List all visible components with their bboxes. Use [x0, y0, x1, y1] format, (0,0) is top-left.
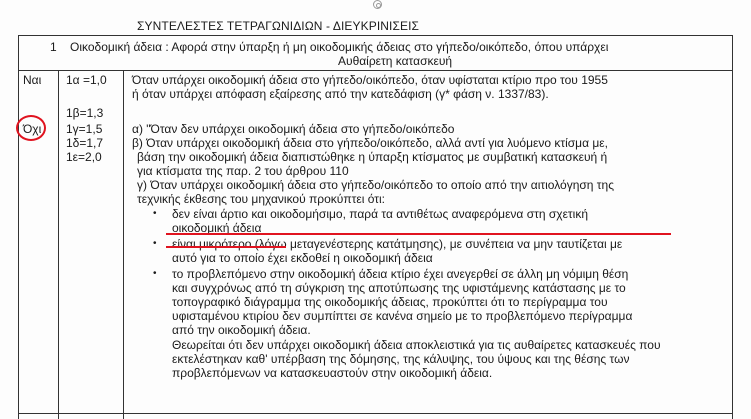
- bullet-3-line-4: υφισταμένου κτιρίου δεν συμπίπτει σε κανένα σημείο με το προβλεπόμενο περίγραμμα: [172, 309, 633, 323]
- bullet-icon: •: [153, 268, 157, 279]
- text-line: γ) Όταν υπάρχει οικοδομική άδεια στο γήπεδο/οικόπεδο το οποίο από την αιτιολόγηση της: [137, 178, 614, 192]
- answer-yes: Ναι: [23, 73, 42, 87]
- column-divider-answer: [58, 70, 59, 419]
- bullet-3-line-6: Θεωρείται ότι δεν υπάρχει οικοδομική άδεια αποκλειστικά για τις αυθαίρετες κατασκευές που: [172, 338, 661, 352]
- bullet-3-line-1: το προβλεπόμενο στην οικοδομική άδεια κτίριο έχει ανεγερθεί σε άλλη μη νόμιμη θέση: [172, 267, 629, 281]
- section-heading-line-1: Οικοδομική άδεια : Αφορά στην ύπαρξη ή μη οικοδομικής άδειας στο γήπεδο/οικόπεδο, όπου υπάρχει: [70, 40, 609, 54]
- text-line: βάση την οικοδομική άδεια διαπιστώθηκε η ύπαρξη κτίσματος με συμβατική κατασκευή ή: [137, 150, 608, 164]
- coefficient-1a: 1α =1,0: [66, 73, 107, 87]
- table-right-border: [732, 35, 733, 419]
- annotation-circle: [16, 115, 46, 141]
- text-line: τεχνικής έκθεσης του μηχανικού προκύπτει ότι:: [137, 192, 385, 206]
- column-divider-coefficient: [123, 70, 124, 419]
- bullet-1-line-1: δεν είναι άρτιο και οικοδομήσιμο, παρά τα αντιθέτως αναφερόμενα στη σχετική: [172, 207, 588, 221]
- coefficient-1d: 1δ=1,7: [66, 136, 104, 150]
- bullet-2-line-1: είναι μικρότερο (λόγω μεταγενέστερης κατάτμησης), με συνέπεια να μην ταυτίζεται με: [172, 237, 623, 251]
- bullet-icon: •: [153, 238, 157, 249]
- bullet-1-line-2: οικοδομική άδεια: [172, 221, 262, 235]
- table-left-border: [18, 35, 19, 419]
- bullet-3-line-8: προβλεπόμενων να κατασκευαστούν στην οικοδομική άδεια.: [172, 366, 493, 380]
- section-heading-line-2: Αυθαίρετη κατασκευή: [338, 54, 453, 68]
- document-title: ΣΥΝΤΕΛΕΣΤΕΣ ΤΕΤΡΑΓΩΝΙΔΙΩΝ - ΔΙΕΥΚΡΙΝΙΣΕΙΣ: [137, 19, 420, 33]
- bullet-3-line-3: τοπογραφικό διάγραμμα της οικοδομικής άδειας, προκύπτει ότι το περίγραμμα του: [172, 295, 608, 309]
- annotation-underline: [166, 233, 671, 235]
- coefficient-1b: 1β=1,3: [66, 106, 104, 120]
- bullet-3-line-5: από την οικοδομική άδεια.: [172, 323, 311, 337]
- answer-no: Όχι: [23, 122, 42, 136]
- text-line: Όταν υπάρχει οικοδομική άδεια στο γήπεδο/οικόπεδο, όταν υφίσταται κτίριο προ του 1955: [132, 73, 608, 87]
- title-underline: [18, 35, 733, 36]
- section-divider: [18, 70, 733, 71]
- bullet-3-line-2: και συγχρόνως από τη σύγκριση της αποτύπωσης της υφιστάμενης κατάστασης με το: [172, 281, 626, 295]
- page-marker-icon: [373, 0, 382, 9]
- bullet-icon: •: [153, 208, 157, 219]
- coefficient-1e: 1ε=2,0: [66, 150, 102, 164]
- text-line: ή όταν υπάρχει απόφαση εξαίρεσης από την κατεδάφιση (γ* φάση ν. 1337/83).: [132, 87, 549, 101]
- text-line: για κτίσματα της παρ. 2 του άρθρου 110: [137, 164, 349, 178]
- text-line: α) "Όταν δεν υπάρχει οικοδομική άδεια στο γήπεδο/οικόπεδο: [132, 122, 455, 136]
- text-line: β) Όταν υπάρχει οικοδομική άδεια στο γήπεδο/οικόπεδο, αλλά αντί για λυόμενο κτίσμα με,: [132, 136, 608, 150]
- bullet-2-line-2: αυτό για το οποίο έχει εκδοθεί η οικοδομική άδεια: [172, 251, 433, 265]
- annotation-underline: [166, 246, 286, 248]
- coefficient-1g: 1γ=1,5: [66, 122, 103, 136]
- table-bottom-border: [18, 413, 733, 414]
- section-number: 1: [50, 40, 57, 54]
- bullet-3-line-7: εκτελέστηκαν καθ' υπέρβαση της δόμησης, της κάλυψης, του ύψους και της θέσης των: [172, 352, 630, 366]
